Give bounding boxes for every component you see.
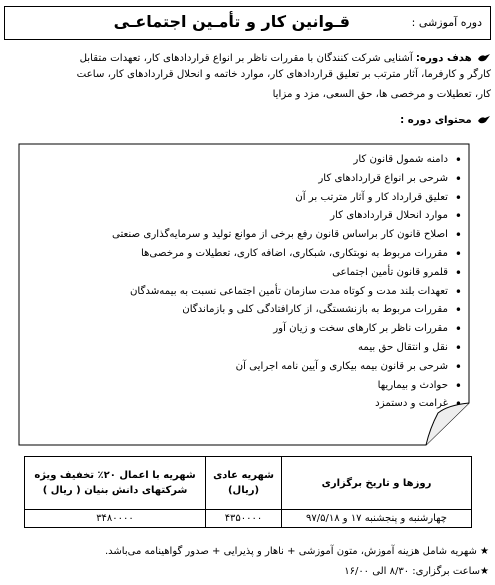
list-item: • مقررات مربوط به نوبتکاری، شبکاری، اضافه کاری، تعطیلات و مرخصی‌ها (32, 245, 462, 264)
list-item: • شرحی بر انواع قراردادهای کار (32, 170, 462, 189)
time-note: ★ساعت برگزاری: ۸/۳۰ الی ۱۶/۰۰ (344, 566, 489, 577)
list-item: • قلمرو قانون تأمین اجتماعی (32, 264, 462, 283)
list-item: • تعهدات بلند مدت و کوتاه مدت سازمان تأمین اجتماعی نسبت به بیمه‌شدگان (32, 283, 462, 302)
schedule-table (24, 456, 472, 528)
header-discount-line-2: شرکتهای دانش بنیان ( ریال ) (42, 485, 188, 496)
list-item: • غرامت و دستمزد (32, 395, 462, 414)
table-header-row (25, 457, 472, 510)
cell-discount: ۳۴۸۰۰۰۰ (25, 510, 206, 528)
fee-note: ★ شهریه شامل هزینه آموزش، متون آموزشی + ناهار و پذیرایی + صدور گواهینامه می‌باشد. (104, 546, 489, 557)
table-row (25, 510, 472, 528)
content-list (32, 151, 462, 414)
header-fee: شهریه عادی (ریال) (206, 457, 282, 510)
list-item: • مقررات ناظر بر کارهای سخت و زیان آور (32, 320, 462, 339)
goal-text-3: کار، تعطیلات و مرخصی ها، حق السعی، مزد و مزایا (272, 89, 491, 100)
list-item: • نقل و انتقال حق بیمه (32, 339, 462, 358)
goal-text-1: آشنایی شرکت کنندگان با مقررات ناظر بر انواع قراردادهای کار، تعهدات متقابل (79, 53, 413, 64)
course-label: دوره آموزشی : (411, 16, 482, 29)
dove-icon (475, 115, 491, 126)
list-item: • دامنه شمول قانون کار (32, 151, 462, 170)
list-item: • موارد انحلال قراردادهای کار (32, 207, 462, 226)
content-label: محتوای دوره : (400, 115, 472, 126)
header-discount-line-1: شهریه با اعمال ۲۰٪ تخفیف ویژه (34, 470, 196, 481)
content-heading (400, 114, 491, 127)
list-item: • اصلاح قانون کار براساس قانون رفع برخی از موانع تولید و سرمایه‌گذاری صنعتی (32, 226, 462, 245)
header-dates: روزها و تاریخ برگزاری (282, 457, 472, 510)
goal-line-1 (80, 52, 491, 65)
dove-icon (475, 53, 491, 64)
header-discount (25, 457, 206, 510)
list-item: • مقررات مربوط به بازنشستگی، از کارافتادگی کلی و بازماندگان (32, 301, 462, 320)
list-item: • شرحی بر قانون بیمه بیکاری و آیین نامه اجرایی آن (32, 358, 462, 377)
cell-dates: چهارشنبه و پنجشنبه ۱۷ و ۹۷/۵/۱۸ (282, 510, 472, 528)
cell-fee: ۴۳۵۰۰۰۰ (206, 510, 282, 528)
content-box (18, 143, 470, 446)
goal-text-2: کارگر و کارفرما، آثار مترتب بر تعلیق قراردادهای کار، موارد خاتمه و انحلال قراردادهای کار، ساعت (76, 69, 491, 80)
course-title: قـوانین کار و تأمـین اجتماعـی (113, 12, 350, 31)
course-header (4, 6, 491, 40)
list-item: • حوادث و بیماریها (32, 377, 462, 396)
list-item: • تعلیق قرارداد کار و آثار مترتب بر آن (32, 189, 462, 208)
goal-label: هدف دوره: (415, 53, 472, 64)
